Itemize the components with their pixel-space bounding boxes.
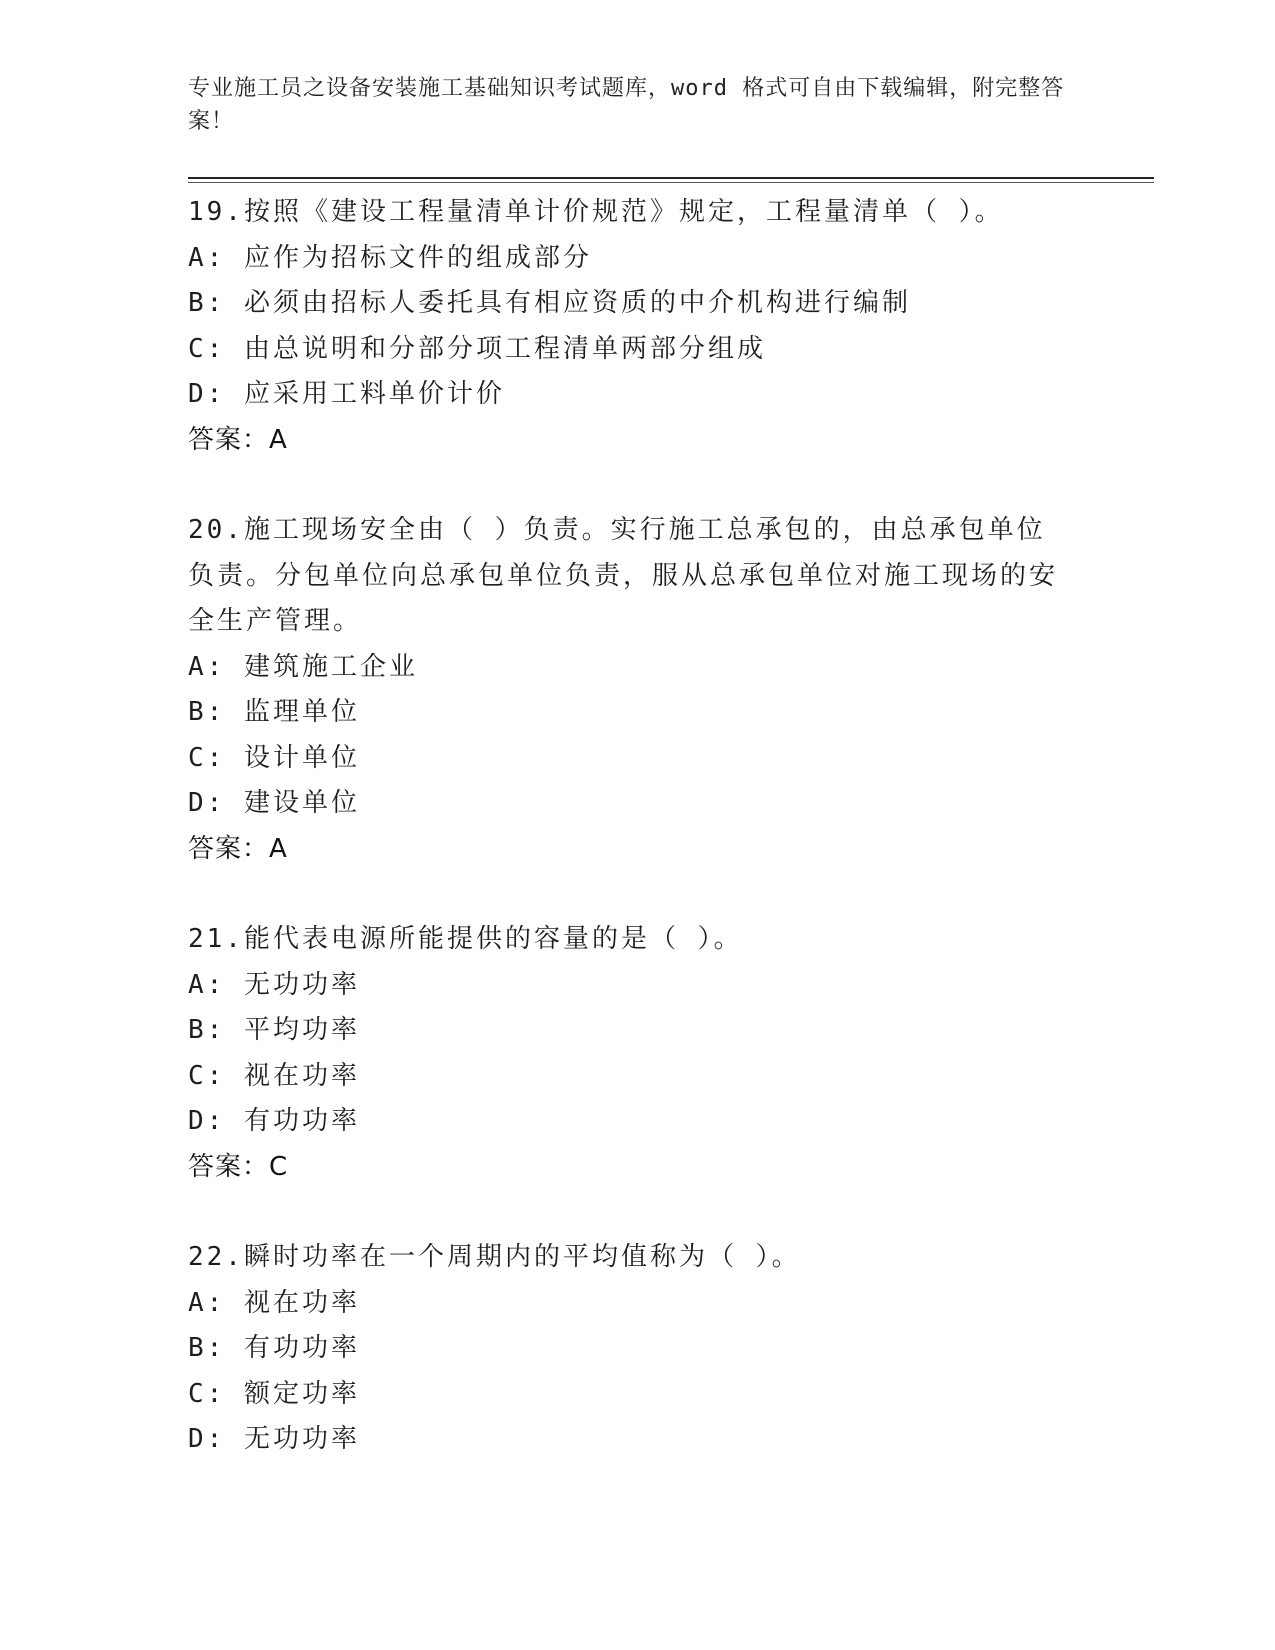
option-a: A: 应作为招标文件的组成部分: [188, 242, 592, 273]
option-d: D: 建设单位: [188, 788, 360, 818]
option-d: D: 无功功率: [188, 1424, 360, 1454]
question-stem: 20.施工现场安全由（ ）负责。实行施工总承包的，由总承包单位负责。分包单位向总承包单位负责，服从总承包单位对施工现场的安全生产管理。: [188, 515, 1059, 636]
question-stem: 21.能代表电源所能提供的容量的是（ ）。: [188, 924, 743, 954]
question-19: [188, 190, 1068, 463]
option-d: D: 有功功率: [188, 1106, 360, 1136]
option-c: C: 设计单位: [188, 742, 360, 773]
option-a: A: 无功功率: [188, 969, 360, 1000]
question-21: [188, 917, 1068, 1190]
header-divider-thin: [188, 182, 1154, 183]
option-c: C: 视在功率: [188, 1060, 360, 1091]
option-a: A: 视在功率: [188, 1287, 360, 1318]
answer-label: 答案：A: [188, 833, 288, 864]
document-header: 专业施工员之设备安装施工基础知识考试题库，word 格式可自由下载编辑，附完整答案！: [188, 76, 1065, 134]
header-divider-thick: [188, 177, 1154, 179]
option-c: C: 由总说明和分部分项工程清单两部分组成: [188, 333, 766, 364]
question-list: [188, 190, 1068, 1508]
option-b: B: 监理单位: [188, 697, 360, 727]
option-a: A: 建筑施工企业: [188, 651, 418, 682]
question-22: [188, 1235, 1068, 1463]
question-20: [188, 508, 1068, 872]
answer-label: 答案：C: [188, 1151, 289, 1182]
question-stem: 19.按照《建设工程量清单计价规范》规定，工程量清单（ ）。: [188, 197, 1004, 227]
option-d: D: 应采用工料单价计价: [188, 379, 505, 409]
option-c: C: 额定功率: [188, 1378, 360, 1409]
option-b: B: 必须由招标人委托具有相应资质的中介机构进行编制: [188, 288, 911, 318]
option-b: B: 平均功率: [188, 1015, 360, 1045]
answer-label: 答案：A: [188, 424, 288, 455]
question-stem: 22.瞬时功率在一个周期内的平均值称为（ ）。: [188, 1242, 801, 1272]
option-b: B: 有功功率: [188, 1333, 360, 1363]
